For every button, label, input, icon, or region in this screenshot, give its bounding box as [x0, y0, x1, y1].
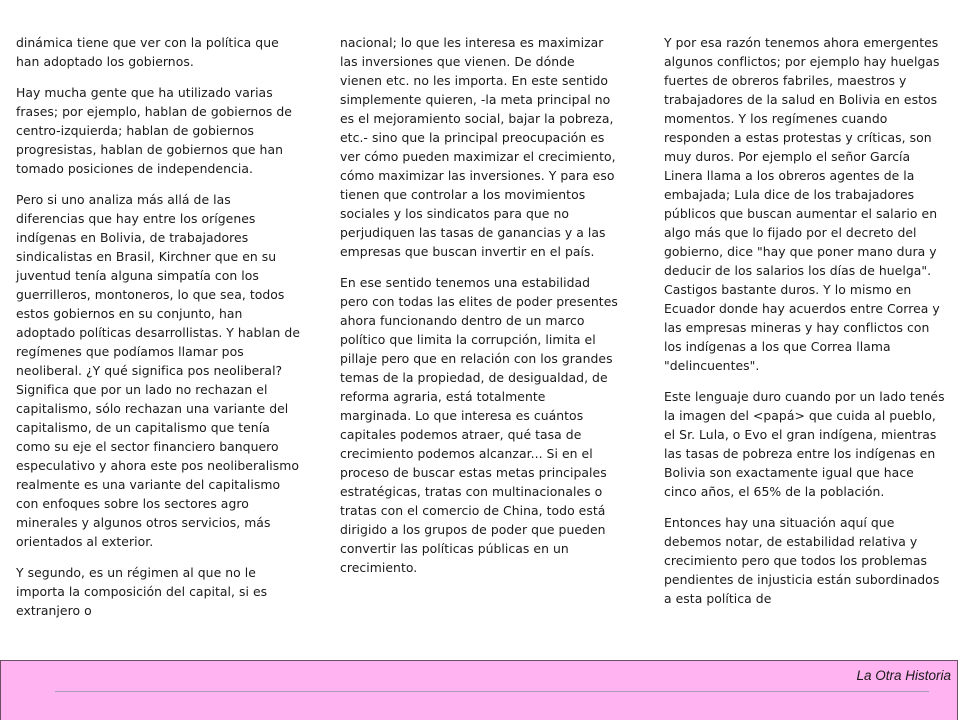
paragraph: Pero si uno analiza más allá de las diferencias que hay entre los orígenes indígenas en Bolivia, de trabajadores sindicalistas en Brasil, Kirchner que en su juventud tenía alguna simpatía con los guerrilleros, montoneros, lo que sea, todos estos gobiernos en su conjunto, han adoptado políticas desarrollistas. Y hablan de regímenes que podíamos llamar pos neoliberal. ¿Y qué significa pos neoliberal? Significa que por un lado no rechazan el capitalismo, sólo rechazan una variante del capitalismo, de un capitalismo que tenía como su eje el sector financiero banquero especulativo y ahora este pos neoliberalismo realmente es una variante del capitalismo con enfoques sobre los sectores agro minerales y algunos otros servicios, más orientados al exterior. [16, 192, 300, 549]
text-column-2 [340, 33, 620, 589]
page-footer [0, 660, 958, 720]
paragraph: En ese sentido tenemos una estabilidad pero con todas las elites de poder presentes ahora funcionando dentro de un marco político que limita la corrupción, limita el pillaje pero que en relación con los grandes temas de la propiedad, de desigualdad, de reforma agraria, está totalmente marginada. Lo que interesa es cuántos capitales podemos atraer, qué tasa de crecimiento podemos alcanzar... Si en el proceso de buscar estas metas principales estratégicas, tratas con multinacionales o tratas con el comercio de China, todo está dirigido a los grupos de poder que pueden convertir las políticas públicas en un crecimiento. [340, 275, 618, 575]
footer-title: La Otra Historia [856, 668, 951, 683]
paragraph: dinámica tiene que ver con la política que han adoptado los gobiernos. [16, 35, 279, 69]
footer-divider [55, 691, 929, 692]
paragraph: Y por esa razón tenemos ahora emergentes algunos conflictos; por ejemplo hay huelgas fuertes de obreros fabriles, maestros y trabajadores de la salud en Bolivia en estos momentos. Y los regímenes cuando responden a estas protestas y críticas, son muy duros. Por ejemplo el señor García Linera llama a los obreros agentes de la embajada; Lula dice de los trabajadores públicos que buscan aumentar el salario en algo más que lo fijado por el decreto del gobierno, dice "hay que poner mano dura y deducir de los salarios los días de huelga". Castigos bastante duros. Y lo mismo en Ecuador donde hay acuerdos entre Correa y las empresas mineras y hay conflictos con los indígenas a los que Correa llama "delincuentes". [664, 35, 940, 373]
paragraph: Este lenguaje duro cuando por un lado tenés la imagen del <papá> que cuida al pueblo, el Sr. Lula, o Evo el gran indígena, mientras las tasas de pobreza entre los indígenas en Bolivia son exactamente igual que hace cinco años, el 65% de la población. [664, 389, 945, 499]
paragraph: Y segundo, es un régimen al que no le importa la composición del capital, si es extranjero o [16, 565, 268, 618]
paragraph: nacional; lo que les interesa es maximizar las inversiones que vienen. De dónde vienen etc. no les importa. En este sentido simplemente quieren, -la meta principal no es el mejoramiento social, bajar la pobreza, etc.- sino que la principal preocupación es ver cómo pueden maximizar el crecimiento, cómo maximizar las inversiones. Y para eso tienen que controlar a los movimientos sociales y los sindicatos para que no perjudiquen las tasas de ganancias y a las empresas que buscan invertir en el país. [340, 35, 616, 259]
paragraph: Entonces hay una situación aquí que debemos notar, de estabilidad relativa y crecimiento pero que todos los problemas pendientes de injusticia están subordinados a esta política de [664, 515, 940, 606]
text-column-1 [16, 33, 300, 632]
text-column-3 [664, 33, 946, 620]
paragraph: Hay mucha gente que ha utilizado varias frases; por ejemplo, hablan de gobiernos de centro-izquierda; hablan de gobiernos progresistas, hablan de gobiernos que han tomado posiciones de independencia. [16, 85, 292, 176]
